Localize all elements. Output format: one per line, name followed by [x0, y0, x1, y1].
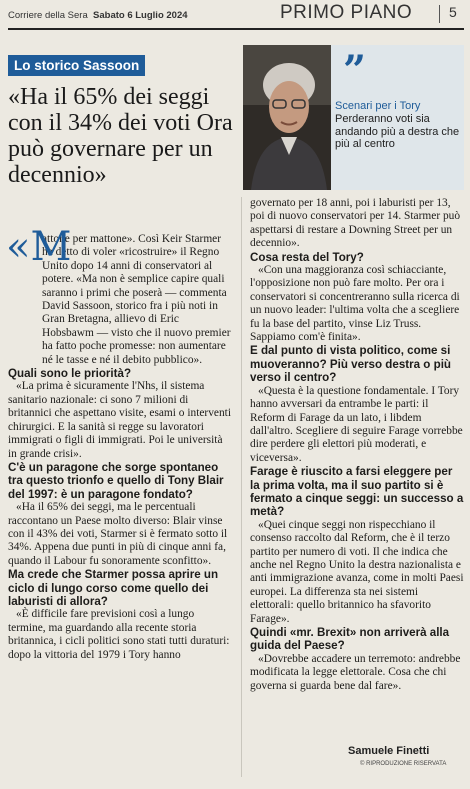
answer-2: «Ha il 65% dei seggi, ma le percentuali raccontano un Paese molto diverso: Blair vinse con il 43% dei voti, Starmer si è fermato sotto il 34%. Appena due punti in più di cinque anni fa, quando il Labour fu sonoramente sconfitto».	[8, 501, 228, 567]
section-name: PRIMO PIANO	[280, 2, 413, 23]
byline: Samuele Finetti	[348, 745, 430, 757]
quote-icon: ”	[343, 47, 367, 94]
question-2: C'è un paragone che sorge spontaneo tra questo trionfo e quello di Tony Blair del 1997: è un paragone fondato?	[8, 460, 224, 501]
copyright-notice: © RIPRODUZIONE RISERVATA	[360, 761, 447, 767]
question-7: Quindi «mr. Brexit» non arriverà alla guida del Paese?	[250, 626, 450, 653]
question-6: Farage è riuscito a farsi eleggere per la prima volta, ma il suo partito si è fermato a cinque seggi: un successo a metà?	[250, 465, 464, 519]
column-divider	[241, 197, 242, 777]
sidebox-text: Perderanno voti sia andando più a destra che più al centro	[335, 113, 460, 150]
headline: «Ha il 65% dei seggi con il 34% dei voti Ora può governare per un decennio»	[8, 84, 233, 188]
answer-5: «Questa è la questione fondamentale. I Tory hanno avversari da entrambe le parti: il Reform di Farage da un lato, i libdem dall'altro. Scegliere di seguire Farage vorrebbe dire perdere gli elettori più moderati, e viceversa».	[250, 384, 463, 464]
question-5: E dal punto di vista politico, come si muoveranno? Più verso destra o più verso il centro?	[250, 344, 451, 385]
newspaper-name: Corriere della Sera	[8, 10, 88, 21]
portrait-image	[243, 45, 331, 190]
pullquote-box	[243, 45, 464, 190]
masthead	[8, 10, 188, 21]
continued-text: governato per 18 anni, poi i laburisti per 13, poi di nuovo conservatori per 14. Starmer può aspettarsi di restare a Downing Street per un decennio».	[250, 197, 461, 250]
header-divider	[439, 5, 440, 23]
sidebox-heading: Scenari per i Tory	[335, 100, 421, 112]
drop-cap: «M	[6, 224, 72, 270]
page-number: 5	[449, 4, 457, 20]
answer-7: «Dovrebbe accadere un terremoto: andrebbe modificata la legge elettorale. Cosa che chi governa si guarda bene dal fare».	[250, 652, 461, 692]
answer-4: «Con una maggioranza così schiacciante, l'opposizione non può fare molto. Per ora i conservatori si concentreranno sulla ricerca di un nuovo leader: l'ultima volta che a scegliere fu la base del partito, vinse Liz Truss. Sappiamo com'è finita».	[250, 264, 460, 344]
article-column-1	[6, 224, 232, 662]
article-column-2	[250, 197, 464, 693]
kicker-label: Lo storico Sassoon	[8, 55, 145, 76]
answer-3: «È difficile fare previsioni così a lungo termine, ma guardando alla recente storia britannica, i cicli politici sono stati tutti duraturi: dopo la vittoria del 1979 i Tory hanno	[8, 608, 230, 661]
question-3: Ma crede che Starmer possa aprire un ciclo di lungo corso come quello dei laburisti di allora?	[8, 568, 219, 608]
lead-text: attone per mattone». Così Keir Starmer ha detto di voler «ricostruire» il Regno Unito dopo 14 anni di conservatori al potere. «Ma non è semplice capire quali saranno i primi che poserà — commenta David Sassoon, storico fra i più noti in Gran Bretagna, allievo di Eric Hobsbawm — visto che il nuovo premier ha fatto poche promesse: non aumentare né le tasse e né il debito pubblico».	[42, 233, 231, 366]
answer-1: «La prima è sicuramente l'Nhs, il sistema sanitario nazionale: ci sono 7 milioni di britannici che aspettano visite, esami o interventi chirurgici. E la sanità si regge su lavoratori immigrati o figli di immigrati. Poi le università in grande crisi».	[8, 380, 231, 460]
question-1: Quali sono le priorità?	[8, 367, 132, 381]
author-portrait	[243, 45, 331, 190]
answer-6: «Quei cinque seggi non rispecchiano il consenso raccolto dal Reform, che è il terzo partito per numero di voti. Il che indica che anche nel Regno Unito la destra nazionalista e anti immigrazione avanza, come in molti Paesi europei. La differenza sta nei sistemi elettorali: quello britannico ha sfavorito Farage».	[250, 518, 464, 625]
issue-date: Sabato 6 Luglio 2024	[93, 10, 188, 21]
header-rule	[8, 28, 464, 30]
lead-paragraph	[6, 224, 232, 367]
page-header	[8, 3, 464, 25]
question-4: Cosa resta del Tory?	[250, 250, 364, 264]
